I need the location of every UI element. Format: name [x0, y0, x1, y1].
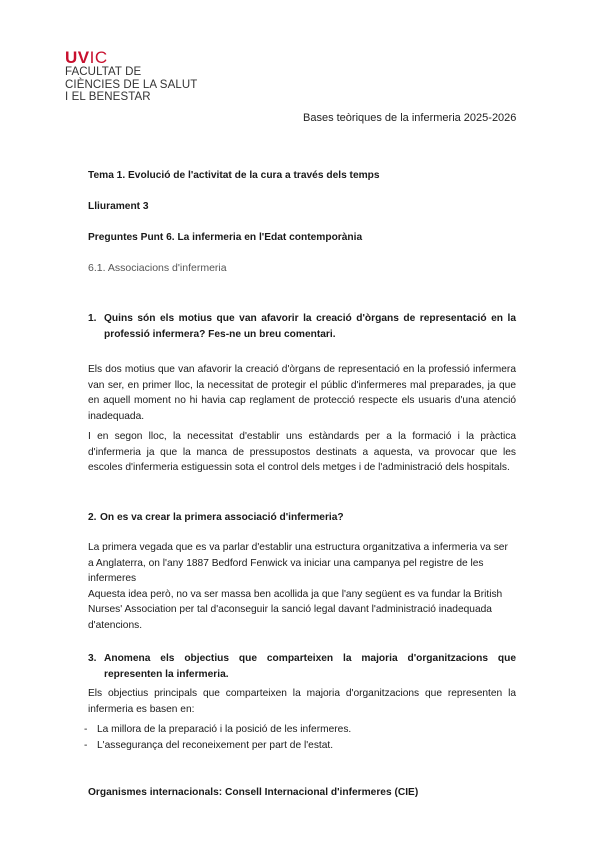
question-3-number: 3. [88, 653, 97, 664]
international-bodies-heading: Organismes internacionals: Consell Internacional d'infermeres (CIE) [88, 787, 419, 798]
list-item [84, 722, 516, 738]
university-logo [65, 50, 197, 104]
answer-3 [84, 686, 516, 753]
logo-line-1: FACULTAT DE [65, 66, 142, 78]
list-item-text: L'assegurança del reconeixement per part de l'estat. [97, 739, 334, 751]
logo-line-2: CIÈNCIES DE LA SALUT [65, 78, 198, 91]
question-2-text: On es va crear la primera associació d'infermeria? [100, 512, 344, 523]
bullet-marker: - [84, 724, 88, 735]
answer-1-paragraph-1: Els dos motius que van afavorir la creació d'òrgans de representació en la professió infermera van ser, en primer lloc, la necessitat de protegir el públic d'infermeres mal preparades, ja que en aquell moment no hi havia cap reglament de protecció respecte els usuaris d'una atenció inadequada. [88, 364, 516, 422]
logo-mark [65, 50, 197, 66]
question-1-number: 1. [88, 313, 97, 324]
questions-heading: Preguntes Punt 6. La infermeria en l'Edat contemporània [88, 232, 363, 243]
topic-title: Tema 1. Evolució de l'activitat de la cura a través dels temps [88, 170, 380, 181]
answer-1-paragraph-2: I en segon lloc, la necessitat d'establir uns estàndards per a la formació i la pràctica d'infermeria ja que la manca de pressupostos destinats a aquesta, va provocar que les escoles d'infermeria estiguessin sota el control dels metges i de l'administració dels hospitals. [88, 431, 516, 473]
delivery-label: Lliurament 3 [88, 201, 149, 212]
logo-line-3: I EL BENESTAR [65, 91, 151, 103]
list-item-text: La millora de la preparació i la posició de les infermeres. [97, 724, 352, 735]
logo-mark-uv: UV [65, 48, 90, 67]
answer-3-list [84, 722, 516, 753]
answer-2-paragraph-1: La primera vegada que es va parlar d'establir una estructura organitzativa a infermeria va ser a Anglaterra, on l'any 1887 Bedford Fenwick va iniciar una campanya pel registre de les infermeres [88, 542, 508, 584]
section-heading: 6.1. Associacions d'infermeria [88, 262, 227, 274]
question-1 [88, 311, 516, 342]
question-3-text: Anomena els objectius que comparteixen la majoria d'organitzacions que representen la infermeria. [104, 653, 516, 680]
question-2 [88, 510, 516, 526]
course-header: Bases teòriques de la infermeria 2025-2026 [303, 112, 517, 124]
bullet-marker: - [84, 739, 88, 751]
question-1-text: Quins són els motius que van afavorir la creació d'òrgans de representació en la professió infermera? Fes-ne un breu comentari. [104, 313, 516, 340]
answer-3-intro: Els objectius principals que comparteixen la majoria d'organitzacions que representen la infermeria es basen en: [88, 688, 516, 715]
answer-2 [88, 540, 516, 633]
question-3 [88, 651, 516, 682]
question-2-number: 2. [88, 512, 97, 523]
logo-mark-ic: IC [89, 48, 108, 67]
list-item [84, 738, 516, 754]
answer-2-paragraph-2: Aquesta idea però, no va ser massa ben acollida ja que l'any següent es va fundar la British Nurses' Association per tal d'aconseguir la sanció legal davant l'administració inadequada d'atencions. [88, 588, 503, 631]
answer-1 [88, 362, 516, 476]
